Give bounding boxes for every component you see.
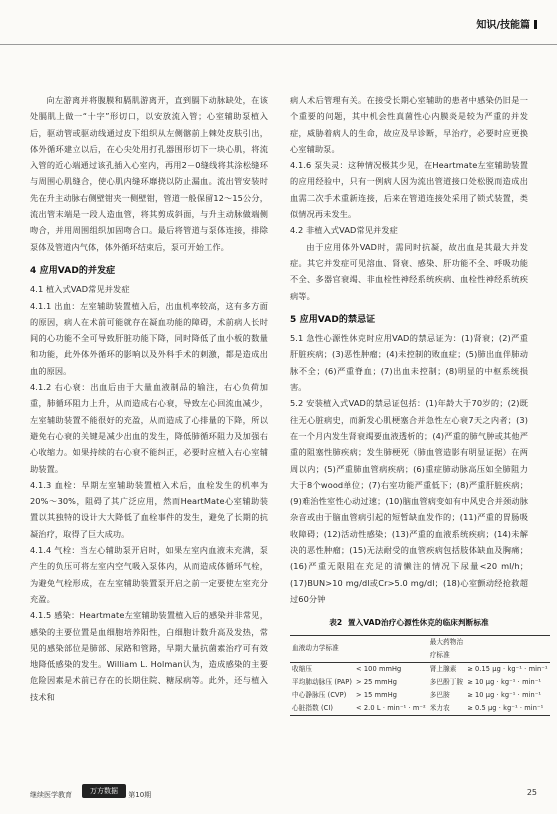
table-row <box>290 662 550 676</box>
table-caption: 置入VAD治疗心源性休克的临床判断标准 <box>347 618 489 628</box>
paragraph: 4.1.1 出血：左室辅助装置植入后，出血机率较高，这有多方面的原因，病人在术前可能就存在凝血功能的障碍，术前病人长时间的心功能不全可导致肝脏功能下降，同时降低了血小板的数量和功能，此外体外循环的影响以及外科手术的刺激，都是造成出血的原因。 <box>30 300 268 376</box>
table-header-cell: 血液动力学标准 <box>290 635 354 662</box>
paragraph: 病人术后管理有关。在接受长期心室辅助的患者中感染仍旧是一个重要的问题，其中机会性真菌性心内膜炎是较为严重的并发症，威胁着病人的生命，故应及早诊断，早治疗，必要时应更换心室辅助泵。 <box>290 95 528 154</box>
wanfang-logo: 万方数据 <box>82 784 126 798</box>
table-header-cell <box>465 635 549 662</box>
paragraph: 4.1.6 泵失灵：这种情况极其少见，在Heartmate左室辅助装置的应用经验中，只有一例病人因为流出管道接口处松脱而造成出血需二次手术重新连接，后来在管道连接处采用了锁式装置，类似情况再未发生。 <box>290 160 528 220</box>
table-row <box>290 702 550 716</box>
table-number: 表2 <box>329 618 343 628</box>
table-cell: 收缩压 <box>292 664 313 673</box>
section-heading: 4 应用VAD的并发症 <box>30 265 116 276</box>
table-cell: 心脏指数 (CI) <box>290 702 354 716</box>
table-title <box>290 615 528 631</box>
paragraph: 4.1.3 血栓：早期左室辅助装置植入术后，血栓发生的机率为20%～30%，阻碍了其广泛应用，然而HeartMate心室辅助装置以其独特的设计大大降低了血栓事件的发生，避免了长期的抗凝治疗，取得了巨大成功。 <box>30 479 268 539</box>
table-cell: 中心静脉压 (CVP) <box>292 690 347 699</box>
table-cell: 平均肺动脉压 (PAP) <box>292 677 353 686</box>
table-cell: > 15 mmHg <box>356 690 398 699</box>
paragraph: 由于应用体外VAD时，需同时抗凝，故出血是其最大并发症。其它并发症可见溶血、肾衰、感染、肝功能不全、呼吸功能不全、多器官衰竭、非血栓性神经系统疾病、血栓性神经系统疾病等。 <box>290 241 528 301</box>
paragraph: 4.1.5 感染：Heartmate左室辅助装置植入后的感染并非常见，感染的主要位置是血细胞培养阳性，白细胞计数升高及发热，常见的感染部位是肺部、尿路和管路，早期大量抗菌素治疗可有效地降低感染的发生。William L. Holman认为，造成感染的主要危险因素是术前已存在的长期住院、糖尿病等。此外，还与植入技术和 <box>30 610 268 702</box>
table-cell: < 100 mmHg <box>356 664 402 673</box>
paragraph: 5.1 急性心源性休克时应用VAD的禁忌证为：(1)肾衰；(2)严重肝脏疾病；(3)恶性肿瘤；(4)未控制的败血症；(5)肺出血伴肺动脉不全；(6)严重脊血；(7)出血未控制；(8)明显的中枢系统损害。 <box>290 333 528 393</box>
table-cell: 多巴酚丁胺 <box>429 677 464 686</box>
table-cell: < 2.0 L · min⁻¹ · m⁻² <box>354 702 428 716</box>
issue-label: 第10期 <box>128 791 152 799</box>
table-cell: ≥ 10 μg · kg⁻¹ · min⁻¹ <box>467 690 542 699</box>
paragraph: 4.1.4 气栓：当左心辅助泵开启时，如果左室内血液未充满，泵产生的负压可将左室内空气吸入泵体内，从而造成体循环气栓，为避免气栓形成，在左室辅助装置泵开启之前一定要使左室充分充盈。 <box>30 545 268 604</box>
section-heading: 5 应用VAD的禁忌证 <box>290 314 376 325</box>
criteria-table <box>290 635 550 716</box>
table-header-cell: 最大药物治疗标准 <box>428 635 465 662</box>
table-cell: 米力农 <box>428 702 465 716</box>
subsection-heading: 4.2 非植入式VAD常见并发症 <box>290 225 398 236</box>
left-column <box>30 92 268 705</box>
paragraph: 4.1.2 右心衰：出血后由于大量血液制品的输注，右心负荷加重，肺循环阻力上升，从而造成右心衰，导致左心回流血减少，左室辅助装置不能很好的充盈，从而造成了心排量的下降，所以避免右心衰的关键是减少出血的发生，降低肺循环阻力及加强右心收缩力。如果持续的右心衰不能纠正，必要时应植入右心室辅助装置。 <box>30 382 268 474</box>
table-header-row <box>290 635 550 662</box>
table-cell: 多巴胺 <box>429 690 450 699</box>
table-row <box>290 689 550 702</box>
tag-bar-icon <box>534 20 537 29</box>
header-divider <box>0 44 557 45</box>
table-cell: 肾上腺素 <box>429 664 457 673</box>
table-header-cell <box>354 635 428 662</box>
table-cell: ≥ 0.15 μg · kg⁻¹ · min⁻¹ <box>467 664 548 673</box>
table-cell: > 25 mmHg <box>356 677 398 686</box>
section-tag: 知识/技能篇 <box>476 16 537 31</box>
table-row <box>290 676 550 689</box>
page-number: 25 <box>526 788 537 797</box>
table-cell: ≥ 10 μg · kg⁻¹ · min⁻¹ <box>467 677 542 686</box>
paragraph: 向左游离并将腹膜和膈肌游离开，直到膈下动脉缺处，在该处膈肌上做一“十字”形切口，以安放流入管；心室辅助泵植入后，驱动管或驱动线通过皮下组织从左侧髂前上棘处皮肤引出，体外循环建立以后，在心尖处用打孔器围形切下一块心肌，将流入管的近心端通过该孔插入心室内，再用2－0缝线将其涂松缝环与周围心肌缝合，使心肌内缝环靡挠以防止漏血。流出管安装时先在升主动脉右侧壁钳夹一侧壁钳，管道一般保留12～15公分，流出管末端是一段人造血管，将其剪成斜面，与升主动脉做端侧吻合，并用周围组织加固吻合口。最后将管道与泵体连接，排除泵体及管道内气体，体外循环结束后，泵可开始工作。 <box>30 95 268 252</box>
right-column <box>290 92 548 716</box>
journal-name: 继续医学教育 <box>30 791 72 799</box>
paragraph: 5.2 安装植入式VAD的禁忌证包括：(1)年龄大于70岁的；(2)既往无心脏病史，而新发心肌梗塞合并急性左心衰7天之内者；(3)在一个月内发生肾衰竭要血液透析的；(4)严重的肺气肿或其他严重的阻塞性肺疾病；发生肺梗死（肺血管造影有明显证据）在两周以内；(5)严重肺血管病疾病；(6)重症肺动脉高压如全肺阻力大于8个wood单位；(7)右室功能严重低下；(8)严重肝脏疾病；(9)难治性室性心动过速；(10)脑血管病变如有中风史合并颈动脉杂音或由于脑血管病引起的短暂缺血发作的；(11)严重的胃肠吸收障碍；(12)活动性感染；(13)严重的血液系统疾病；(14)未解决的恶性肿瘤；(15)无法耐受的血管疾病包括肢体缺血及胸痛；(16)严重无限阻在充足的清懒注的情况下尿量<20 ml/h；(17)BUN>10 mg/dl或Cr>5.0 mg/dl；(18)心室颤动经抢救超过60分钟 <box>290 398 528 604</box>
table-cell: ≥ 0.5 μg · kg⁻¹ · min⁻¹ <box>465 702 549 716</box>
subsection-heading: 4.1 植入式VAD常见并发症 <box>30 284 130 295</box>
